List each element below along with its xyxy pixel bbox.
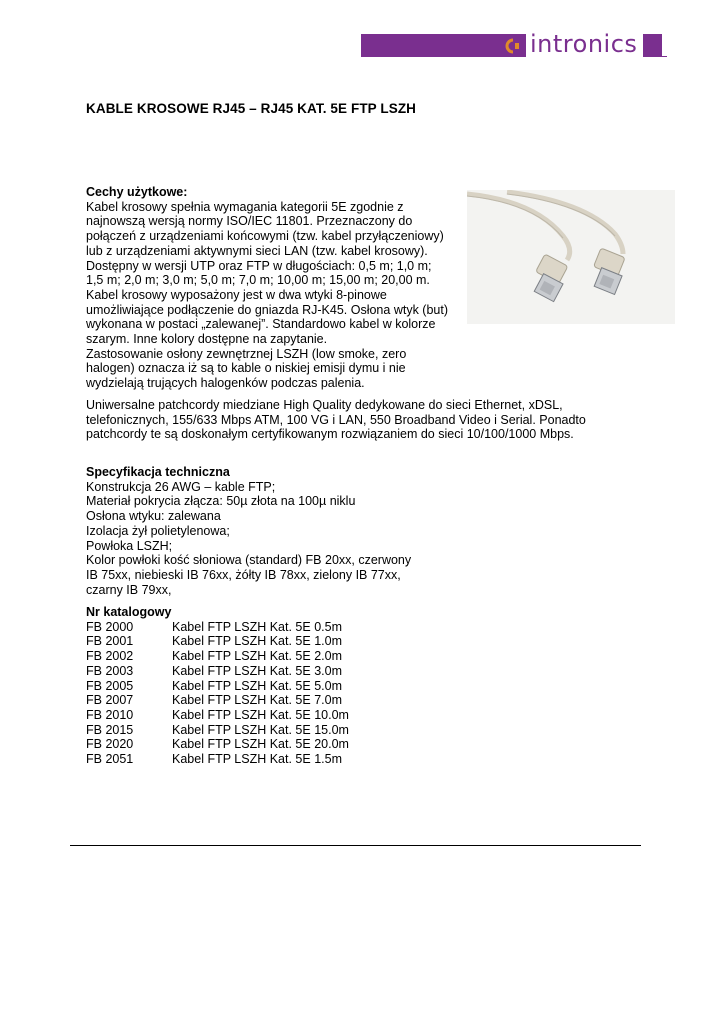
spec-item: IB 75xx, niebieski IB 76xx, żółty IB 78xx, zielony IB 77xx, [86, 567, 401, 582]
catalog-row [86, 752, 349, 767]
usage-text-line: wykonana w postaci „zalewanej”. Standardowo kabel w kolorze [86, 317, 436, 332]
catalog-row [86, 634, 349, 649]
usage-text-line: najnowszą wersją normy ISO/IEC 11801. Przeznaczony do [86, 214, 413, 229]
patch-cable-photo [467, 190, 675, 324]
catalog-description: Kabel FTP LSZH Kat. 5E 15.0m [172, 722, 349, 737]
catalog-description: Kabel FTP LSZH Kat. 5E 3.0m [172, 663, 342, 678]
usage-text-line: halogen) oznacza iż są to kable o niskiej emisji dymu i nie [86, 361, 406, 376]
catalog-row [86, 723, 349, 738]
usage-text-line: Kabel krosowy wyposażony jest w dwa wtyki 8-pinowe [86, 287, 387, 302]
catalog-row [86, 708, 349, 723]
intro-text-line: patchcordy te są doskonałym certyfikowanym rozwiązaniem do sieci 10/100/1000 Mbps. [86, 427, 574, 442]
usage-heading: Cechy użytkowe: [86, 185, 188, 199]
spec-item: czarny IB 79xx, [86, 582, 172, 597]
usage-text-line: Kabel krosowy spełnia wymagania kategorii 5E zgodnie z [86, 199, 404, 214]
usage-text-line: Zastosowanie osłony zewnętrznej LSZH (low smoke, zero [86, 346, 407, 361]
catalog-description: Kabel FTP LSZH Kat. 5E 7.0m [172, 693, 342, 708]
catalog-description: Kabel FTP LSZH Kat. 5E 2.0m [172, 649, 342, 664]
intro-text-line: Uniwersalne patchcordy miedziane High Quality dedykowane do sieci Ethernet, xDSL, [86, 398, 563, 412]
usage-section [86, 185, 448, 391]
spec-item: Osłona wtyku: zalewana [86, 509, 221, 524]
page-title: KABLE KROSOWE RJ45 – RJ45 KAT. 5E FTP LSZH [86, 101, 417, 116]
catalog-row [86, 693, 349, 708]
catalog-section [86, 605, 349, 767]
catalog-row [86, 679, 349, 694]
intro-paragraph [86, 398, 586, 442]
catalog-table [86, 620, 349, 767]
usage-text [86, 200, 448, 391]
usage-text-line: umożliwiające podłączenie do gniazda RJ-K45. Osłona wtyk (but) [86, 302, 448, 317]
catalog-code: FB 2051 [86, 752, 134, 767]
catalog-code: FB 2005 [86, 678, 134, 693]
catalog-code: FB 2010 [86, 707, 134, 722]
catalog-description: Kabel FTP LSZH Kat. 5E 0.5m [172, 619, 342, 634]
spec-item: Kolor powłoki kość słoniowa (standard) FB 20xx, czerwony [86, 553, 412, 568]
spec-item: Konstrukcja 26 AWG – kable FTP; [86, 479, 276, 494]
spec-heading: Specyfikacja techniczna [86, 465, 230, 479]
catalog-code: FB 2020 [86, 737, 134, 752]
usage-text-line: Dostępny w wersji UTP oraz FTP w długościach: 0,5 m; 1,0 m; [86, 258, 432, 273]
catalog-code: FB 2015 [86, 722, 134, 737]
spec-section [86, 465, 411, 597]
spec-item: Powłoka LSZH; [86, 538, 173, 553]
catalog-code: FB 2007 [86, 693, 134, 708]
spec-item: Materiał pokrycia złącza: 50µ złota na 100µ niklu [86, 494, 356, 509]
usage-text-line: połączeń z urządzeniami końcowymi (tzw. kabel przyłączeniowy) [86, 229, 444, 244]
catalog-description: Kabel FTP LSZH Kat. 5E 10.0m [172, 707, 349, 722]
catalog-row [86, 649, 349, 664]
spec-item: Izolacja żył polietylenowa; [86, 523, 230, 538]
catalog-code: FB 2000 [86, 619, 134, 634]
catalog-code: FB 2001 [86, 634, 134, 649]
catalog-row [86, 620, 349, 635]
catalog-description: Kabel FTP LSZH Kat. 5E 1.5m [172, 752, 342, 767]
catalog-heading: Nr katalogowy [86, 605, 172, 619]
spec-list [86, 480, 411, 598]
catalog-description: Kabel FTP LSZH Kat. 5E 1.0m [172, 634, 342, 649]
catalog-code: FB 2002 [86, 649, 134, 664]
intro-text-line: telefonicznych, 155/633 Mbps ATM, 100 VG i LAN, 550 Broadband Video i Serial. Ponadto [86, 412, 586, 427]
usage-text-line: szarym. Inne kolory dostępne na zapytanie. [86, 332, 328, 347]
usage-text-line: lub z urządzeniami aktywnymi sieci LAN (tzw. kabel krosowy). [86, 243, 428, 258]
brand-logo-mark-icon [502, 38, 524, 54]
catalog-row [86, 664, 349, 679]
footer-divider [70, 845, 641, 846]
catalog-code: FB 2003 [86, 663, 134, 678]
usage-text-line: wydzielają trujących halogenków podczas palenia. [86, 376, 365, 391]
catalog-row [86, 737, 349, 752]
brand-logo: intronics [526, 31, 643, 57]
usage-text-line: 1,5 m; 2,0 m; 3,0 m; 5,0 m; 7,0 m; 10,00 m; 15,00 m; 20,00 m. [86, 273, 430, 288]
catalog-description: Kabel FTP LSZH Kat. 5E 5.0m [172, 678, 342, 693]
catalog-description: Kabel FTP LSZH Kat. 5E 20.0m [172, 737, 349, 752]
